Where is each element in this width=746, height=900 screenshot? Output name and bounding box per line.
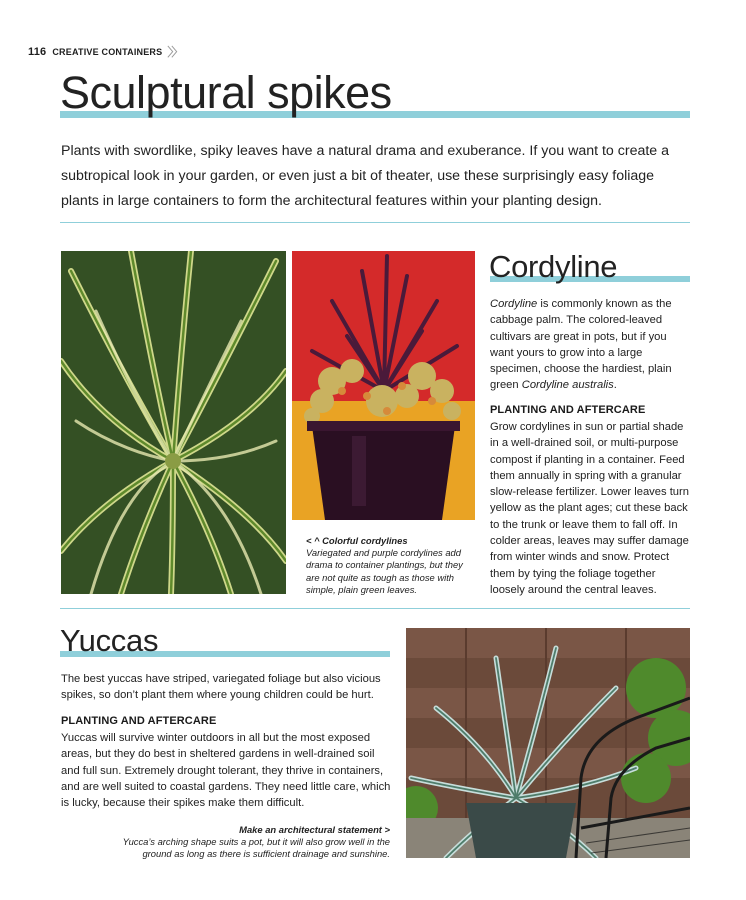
yuccas-care-text: Yuccas will survive winter outdoors in all but the most exposed areas, but they do best in sheltered gardens in well-drained soil and full sun. Extremely drought tolerant, they thrive in containers, and are well suited to coastal gardens. They need little care, which is lucky, because their spikes make them difficult. [61, 732, 391, 810]
yuccas-subheading: PLANTING AND AFTERCARE [61, 715, 217, 727]
section-label: CREATIVE CONTAINERS [52, 46, 163, 57]
photo-cordyline-variegated [61, 251, 286, 594]
photo-yucca [406, 628, 690, 858]
yuccas-caption-text: Yucca’s arching shape suits a pot, but it will also grow well in the ground as long as there is sufficient drainage and sunshine. [122, 836, 390, 860]
cordyline-intro-species: Cordyline australis [521, 379, 614, 392]
cordyline-intro-text: is commonly known as the cabbage palm. The colored-leaved cultivars are great in pots, but if you want yours to grow into a large specimen, choose the hardiest, plain green [490, 298, 672, 392]
cordyline-caption [306, 535, 474, 596]
divider-middle [60, 608, 690, 609]
cordyline-heading: Cordyline [489, 249, 618, 284]
cordyline-intro-em: Cordyline [490, 298, 538, 310]
yuccas-caption [110, 824, 390, 861]
cordyline-caption-text: Variegated and purple cordylines add drama to container plantings, but they are not quite as tough as those with simple, plain green leaves. [306, 547, 463, 595]
cordyline-intro [490, 296, 690, 394]
intro-paragraph: Plants with swordlike, spiky leaves have a natural drama and exuberance. If you want to create a subtropical look in your garden, or even just a bit of theater, use these surprisingly easy foliage plants in large containers to form the architectural features within your planting design. [61, 143, 670, 209]
page-number: 116 [28, 45, 47, 58]
yuccas-caption-title: Make an architectural statement > [239, 824, 390, 835]
cordyline-caption-title: < ^ Colorful cordylines [306, 535, 408, 546]
yuccas-intro: The best yuccas have striped, variegated foliage but also vicious spikes, so don’t plant them where young children could be hurt. [61, 673, 381, 702]
cordyline-care-text: Grow cordylines in sun or partial shade in a well-drained soil, or multi-purpose compost if planting in a container. Feed them annually in spring with a granular slow-release fertilizer. Lower leaves turn yellow as the plant ages; cut these back to the trunk or leave them to fall off. In colder areas, leaves may suffer damage from winter winds and snow. Protect them by tying the foliage together loosely around the central leaves. [490, 421, 689, 596]
chevron-right-icon: 〉〉 [167, 45, 182, 59]
page-folio [28, 43, 181, 60]
page-title: Sculptural spikes [60, 67, 392, 118]
cordyline-intro-end: . [613, 379, 617, 392]
divider-top [60, 222, 690, 223]
yuccas-heading: Yuccas [60, 623, 159, 658]
photo-cordyline-purple [292, 251, 475, 520]
cordyline-subheading: PLANTING AND AFTERCARE [490, 404, 646, 416]
